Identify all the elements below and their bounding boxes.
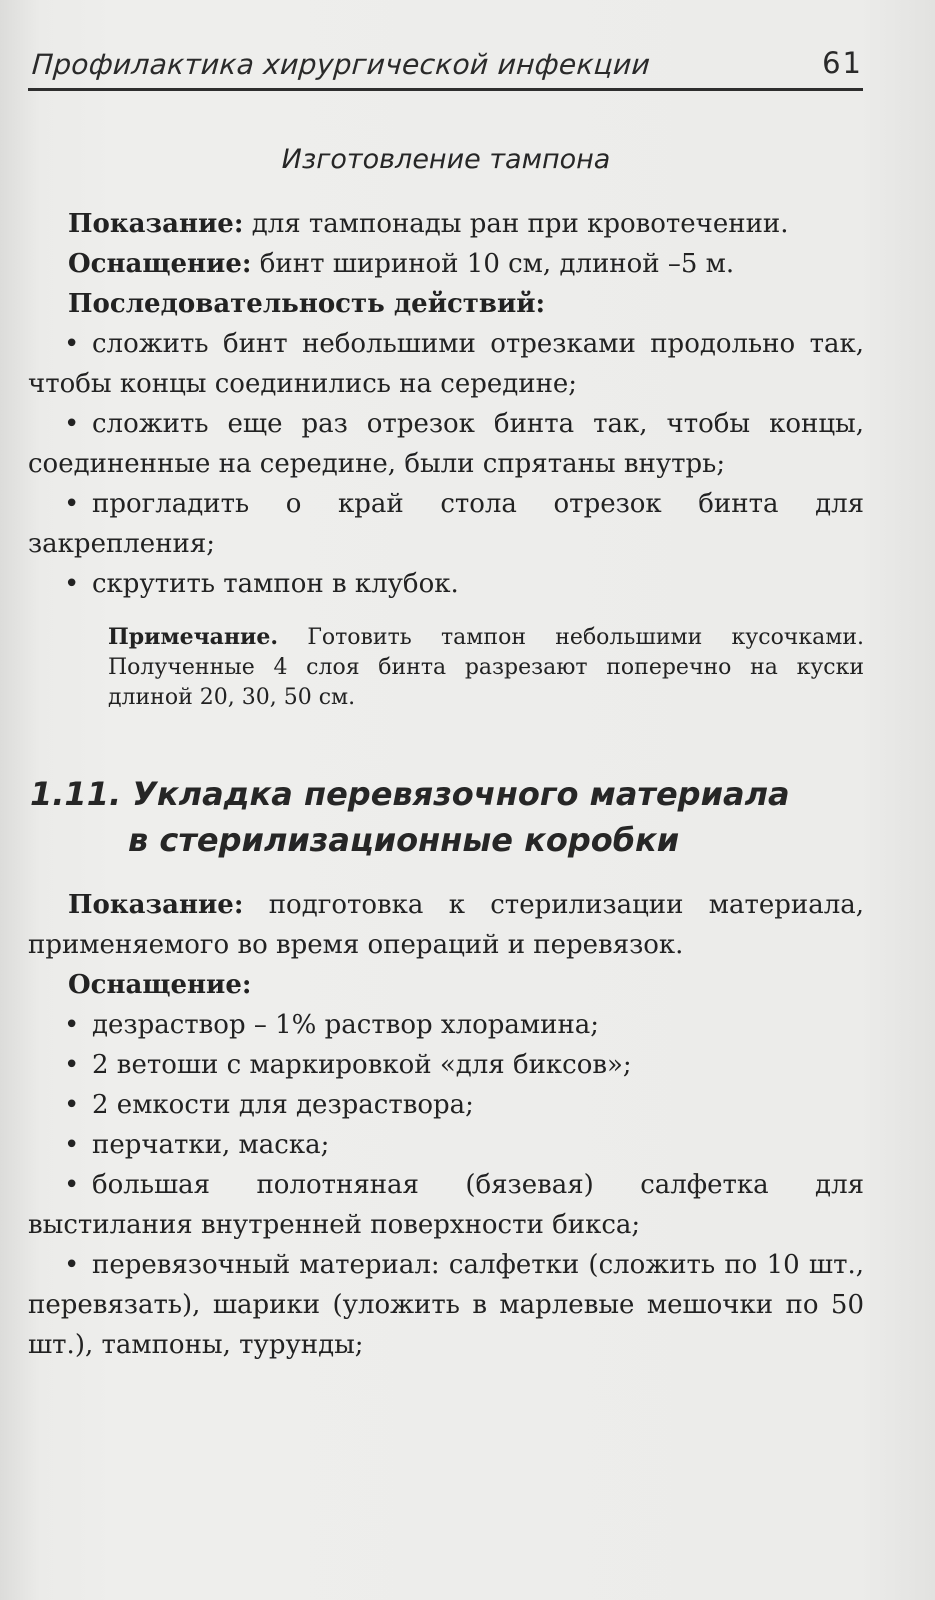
item-text: перчатки, маска;: [92, 1130, 330, 1160]
section-number: 1.11.: [30, 775, 122, 813]
indication-label: Показание:: [68, 209, 244, 239]
section-title-line2: в стерилизационные коробки: [128, 821, 680, 859]
tampon-note: [108, 622, 864, 713]
section-title-text1: Укладка перевязочного материала: [132, 775, 790, 813]
tampon-equipment: [28, 244, 864, 284]
equipment-label: Оснащение:: [68, 249, 252, 279]
indication-text: для тампонады ран при кровотечении.: [251, 209, 789, 239]
equipment-label: Оснащение:: [68, 970, 252, 1000]
item-text: 2 ветоши с маркировкой «для биксов»;: [92, 1050, 632, 1080]
equipment-text: бинт шириной 10 см, длиной –5 м.: [259, 249, 735, 279]
step-text: сложить еще раз отрезок бинта так, чтобы концы, соединенные на середине, были спрятаны внутрь;: [28, 409, 864, 479]
step-text: сложить бинт небольшими отрезками продольно так, чтобы концы соединились на середине;: [28, 329, 864, 399]
step-text: скрутить тампон в клубок.: [92, 569, 459, 599]
list-item: [28, 1005, 864, 1045]
note-label: Примечание.: [108, 624, 279, 650]
bullet-icon: •: [64, 1170, 80, 1200]
list-item: [28, 1045, 864, 1085]
list-item: [28, 564, 864, 604]
page-number: 61: [822, 46, 863, 80]
running-header: [28, 40, 863, 90]
note-text: Готовить тампон небольшими кусочками. Полученные 4 слоя бинта разрезают поперечно на куски длиной 20, 30, 50 см.: [108, 625, 864, 710]
bullet-icon: •: [64, 489, 80, 519]
list-item: [28, 1085, 864, 1125]
item-text: 2 емкости для дезраствора;: [92, 1090, 474, 1120]
bullet-icon: •: [64, 569, 80, 599]
section-title: [28, 771, 864, 863]
section-title-line1: [28, 771, 864, 817]
tampon-indication: [28, 204, 864, 244]
step-text: прогладить о край стола отрезок бинта для закрепления;: [28, 489, 864, 559]
list-item: [28, 484, 864, 564]
sequence-label: Последовательность действий:: [68, 289, 546, 319]
list-item: [28, 404, 864, 484]
bullet-icon: •: [64, 409, 80, 439]
indication-text: подготовка к стерилизации материала, применяемого во время операций и перевязок.: [28, 890, 864, 960]
item-text: перевязочный материал: салфетки (сложить по 10 шт., перевязать), шарики (уложить в марлевые мешочки по 50 шт.), тампоны, турунды;: [28, 1250, 864, 1360]
item-text: большая полотняная (бязевая) салфетка для выстилания внутренней поверхности бикса;: [28, 1170, 864, 1240]
tampon-sequence-heading: [28, 284, 864, 324]
list-item: [28, 1165, 864, 1245]
list-item: [28, 1125, 864, 1165]
section-equipment-heading: [28, 965, 864, 1005]
bullet-icon: •: [64, 1050, 80, 1080]
bullet-icon: •: [64, 1250, 80, 1280]
running-title: Профилактика хирургической инфекции: [30, 48, 652, 81]
section-indication: [28, 885, 864, 965]
page-content: [28, 140, 864, 1365]
header-rule: [28, 88, 863, 91]
bullet-icon: •: [64, 1090, 80, 1120]
list-item: [28, 324, 864, 404]
indication-label: Показание:: [68, 890, 244, 920]
item-text: дезраствор – 1% раствор хлорамина;: [92, 1010, 600, 1040]
list-item: [28, 1245, 864, 1365]
bullet-icon: •: [64, 1130, 80, 1160]
subsection-title: Изготовление тампона: [281, 144, 611, 175]
bullet-icon: •: [64, 1010, 80, 1040]
bullet-icon: •: [64, 329, 80, 359]
